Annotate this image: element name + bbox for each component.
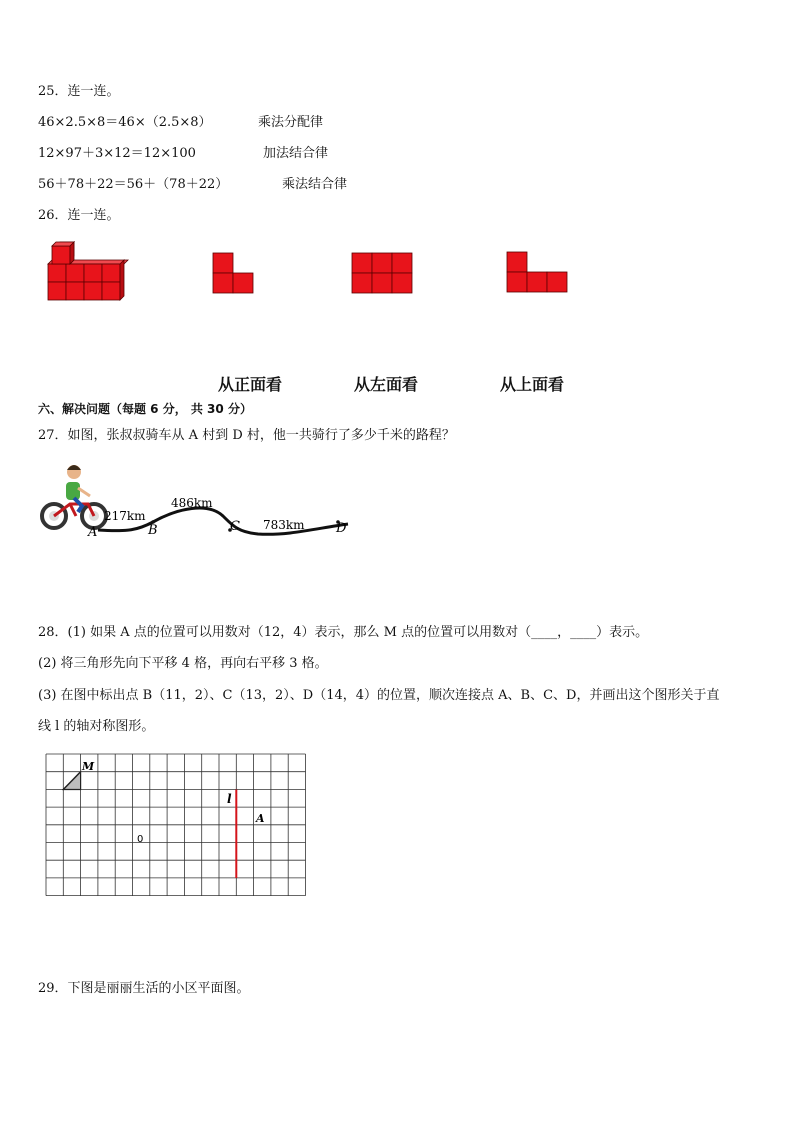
q28-line2: (2) 将三角形先向下平移 4 格，再向右平移 3 格。: [38, 656, 328, 671]
view-top-label: 从上面看: [500, 375, 565, 394]
view-left-label: 从左面看: [354, 375, 419, 394]
coordinate-grid: [46, 754, 311, 896]
distance-bc: 486km: [171, 496, 213, 510]
q25-expr-1: 46×2.5×8＝46×（2.5×8）: [38, 115, 212, 130]
q25-law-2: 加法结合律: [263, 146, 329, 161]
view-2x3: [352, 253, 422, 303]
point-c-label: C: [230, 519, 240, 534]
point-o-label: 0: [137, 834, 144, 845]
distance-ab: 217km: [104, 509, 146, 523]
section6-title: 六、解决问题（每题 6 分， 共 30 分）: [38, 402, 252, 416]
route-figure: [38, 460, 358, 540]
q25-law-1: 乘法分配律: [258, 115, 324, 130]
q28-line3: (3) 在图中标出点 B（11，2）、C（13，2）、D（14，4）的位置，顺次连接点 A、B、C、D，并画出这个图形关于直: [38, 688, 720, 703]
q26-title: 26．连一连。: [38, 208, 120, 223]
q25-law-3: 乘法结合律: [282, 177, 348, 192]
q28-line1: 28．(1) 如果 A 点的位置可以用数对（12，4）表示，那么 M 点的位置可以用数对（____，____）表示。: [38, 625, 649, 640]
view-front-label: 从正面看: [218, 375, 283, 394]
point-a-label: A: [88, 525, 98, 540]
q25-expr-2: 12×97＋3×12＝12×100: [38, 146, 196, 161]
q25-expr-3: 56＋78＋22＝56＋（78＋22）: [38, 177, 229, 192]
point-a-grid-label: A: [256, 812, 265, 825]
distance-cd: 783km: [263, 518, 305, 532]
point-m-label: M: [82, 760, 95, 773]
q28-line4: 线 l 的轴对称图形。: [38, 719, 155, 734]
q27-text: 27．如图，张叔叔骑车从 A 村到 D 村，他一共骑行了多少千米的路程？: [38, 428, 455, 443]
q29-text: 29．下图是丽丽生活的小区平面图。: [38, 981, 250, 996]
q25-title: 25．连一连。: [38, 84, 120, 99]
cube-stack-figure: [44, 238, 134, 303]
point-b-label: B: [148, 523, 158, 538]
view-l-long: [507, 252, 577, 302]
cyclist-icon: [42, 465, 106, 528]
view-l-small: [213, 253, 263, 303]
point-d-label: D: [336, 521, 347, 536]
line-l-label: l: [227, 792, 232, 806]
